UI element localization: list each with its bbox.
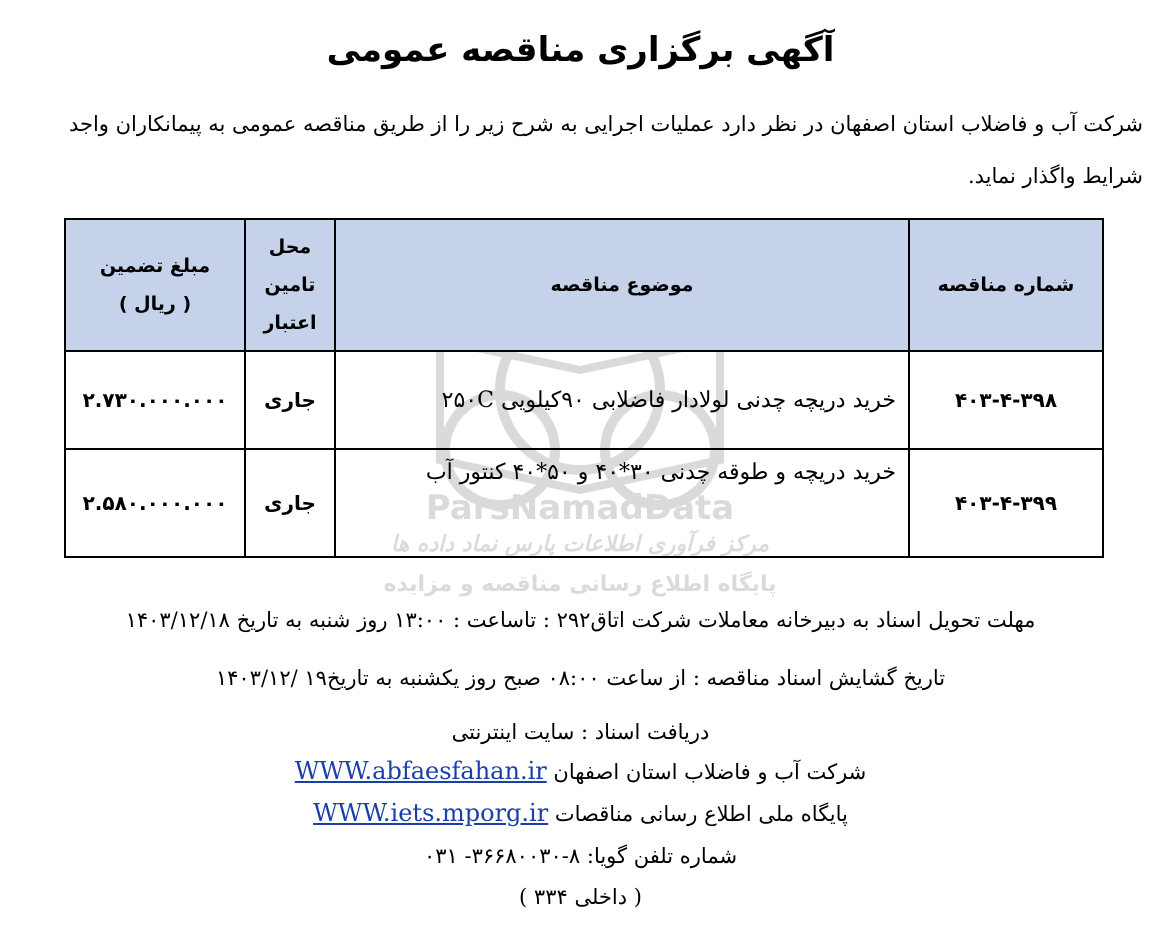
watermark-brand: ParsNamadData [425, 488, 735, 528]
tender-number: ۴۰۳-۴-۳۹۸ [909, 351, 1103, 449]
receive-line: دریافت اسناد : سایت اینترنتی [451, 720, 710, 744]
extension-line: ( داخلی ۳۳۴ ) [519, 885, 642, 909]
deadline-line: مهلت تحویل اسناد به دبیرخانه معاملات شرکت اتاق۲۹۲ : تاساعت : ۱۳:۰۰ روز شنبه به تاریخ ۱۴۰۳/۱۲/۱۸ [125, 608, 1036, 632]
phone-line: شماره تلفن گویا: ۸-۳۶۶۸۰۰۳۰- ۰۳۱ [423, 844, 738, 868]
site1-link[interactable]: WWW.abfaesfahan.ir [294, 757, 547, 785]
header-amount [65, 219, 245, 351]
tender-table [64, 218, 1104, 558]
table-row [65, 351, 1103, 449]
header-place: محل تامین اعتبار [245, 219, 335, 351]
table-row [65, 449, 1103, 557]
header-amount-line2: ( ریال ) [118, 293, 192, 315]
tender-place: جاری [245, 351, 335, 449]
header-number: شماره مناقصه [909, 219, 1103, 351]
watermark-line2: پایگاه اطلاع رسانی مناقصه و مزایده [383, 572, 777, 597]
table-header-row [65, 219, 1103, 351]
site1-label: شرکت آب و فاضلاب استان اصفهان [553, 760, 867, 784]
opening-line: تاریخ گشایش اسناد مناقصه : از ساعت ۰۸:۰۰ صبح روز یکشنبه به تاریخ۱۹ /۱۴۰۳/۱۲ [215, 666, 946, 690]
tender-amount: ۲.۵۸۰.۰۰۰.۰۰۰ [65, 449, 245, 557]
site1-line [0, 752, 1161, 790]
tender-amount: ۲.۷۳۰.۰۰۰.۰۰۰ [65, 351, 245, 449]
site2-line [0, 790, 1161, 834]
notice-title: آگهی برگزاری مناقصه عمومی [326, 30, 835, 70]
tender-place: جاری [245, 449, 335, 557]
header-subject: موضوع مناقصه [335, 219, 909, 351]
notice-intro: شرکت آب و فاضلاب استان اصفهان در نظر دارد عملیات اجرایی به شرح زیر را از طریق مناقصه عمومی به پیمانکاران واجد شرایط واگذار نماید. [68, 112, 1143, 188]
tender-subject: خرید دریچه و طوقه چدنی ۳۰*۴۰ و ۵۰*۴۰ کنتور آب [335, 449, 909, 557]
tender-subject: خرید دریچه چدنی لولادار فاضلابی ۹۰کیلویی ۲۵۰C [335, 351, 909, 449]
notice-footer [0, 598, 1161, 916]
site2-label: پایگاه ملی اطلاع رسانی مناقصات [554, 802, 848, 826]
site2-link[interactable]: WWW.iets.mporg.ir [313, 799, 549, 827]
tender-number: ۴۰۳-۴-۳۹۹ [909, 449, 1103, 557]
watermark-line1: مرکز فرآوری اطلاعات پارس نماد داده ها [390, 532, 770, 557]
header-amount-line1: مبلغ تضمین [99, 255, 211, 277]
